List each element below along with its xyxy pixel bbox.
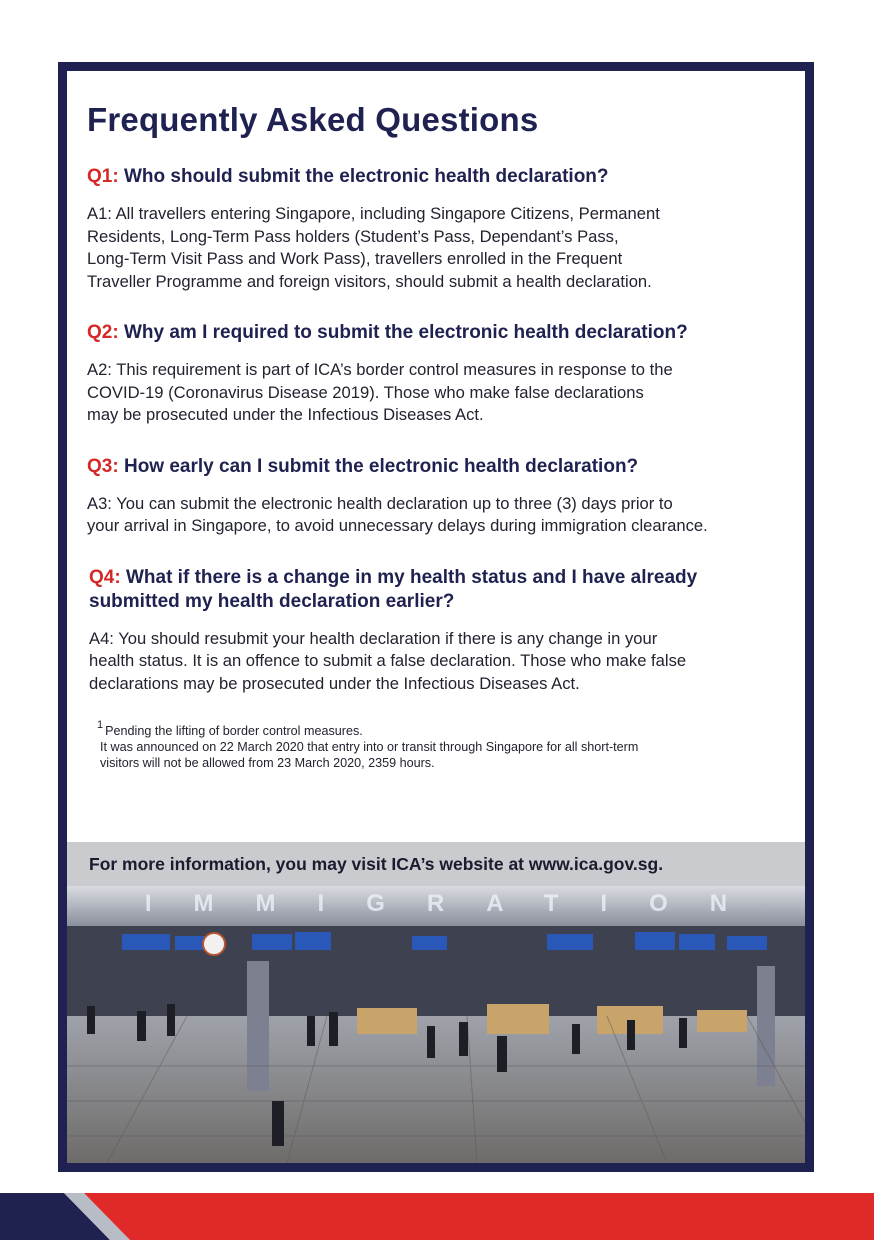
question-text: What if there is a change in my health status and I have already [125, 566, 698, 588]
faq-item-3 [87, 455, 797, 538]
question-4 [89, 566, 797, 614]
question-number: Q4: [89, 566, 121, 588]
question-1 [87, 165, 797, 189]
answer-line: Traveller Programme and foreign visitors, should submit a health declaration. [87, 271, 652, 291]
question-text: Who should submit the electronic health declaration? [123, 166, 609, 187]
answer-line: A3: You can submit the electronic health declaration up to three (3) days prior to [87, 493, 673, 513]
answer-line: Long-Term Visit Pass and Work Pass), travellers enrolled in the Frequent [87, 249, 623, 268]
question-number: Q2: [87, 322, 119, 343]
faq-content [87, 101, 797, 771]
info-bar: For more information, you may visit ICA’s website at www.ica.gov.sg. [67, 842, 805, 886]
answer-line: health status. It is an offence to submit a false declaration. Those who make false [89, 651, 687, 670]
question-3 [87, 455, 797, 479]
answer-1 [87, 203, 797, 293]
answer-line: COVID-19 (Coronavirus Disease 2019). Those who make false declarations [87, 382, 644, 402]
footnote-line: Pending the lifting of border control measures. [105, 724, 363, 739]
question-number: Q1: [87, 166, 119, 187]
answer-3 [87, 493, 797, 538]
faq-item-2 [87, 321, 797, 427]
footnote-marker: 1 [97, 719, 104, 731]
answer-line: may be prosecuted under the Infectious Diseases Act. [87, 405, 484, 424]
airport-illustration [67, 886, 805, 1163]
airport-photo [67, 886, 805, 1163]
answer-4 [89, 628, 797, 696]
question-text: Why am I required to submit the electronic health declaration? [123, 322, 688, 343]
bottom-decorative-band [0, 1193, 874, 1240]
faq-item-1 [87, 165, 797, 293]
question-text: How early can I submit the electronic health declaration? [123, 455, 639, 477]
answer-line: your arrival in Singapore, to avoid unnecessary delays during immigration clearance. [87, 516, 708, 535]
faq-frame [58, 62, 814, 1172]
answer-line: A1: All travellers entering Singapore, including Singapore Citizens, Permanent [87, 204, 660, 223]
answer-line: A4: You should resubmit your health declaration if there is any change in your [89, 628, 658, 648]
answer-line: declarations may be prosecuted under the Infectious Diseases Act. [89, 673, 580, 693]
faq-item-4 [89, 566, 797, 696]
footnote [87, 719, 797, 771]
footnote-line: It was announced on 22 March 2020 that entry into or transit through Singapore for all short-term [100, 740, 639, 755]
footnote-line: visitors will not be allowed from 23 March 2020, 2359 hours. [100, 756, 435, 771]
question-text: submitted my health declaration earlier? [89, 590, 455, 612]
question-2 [87, 321, 797, 345]
page-title: Frequently Asked Questions [87, 101, 539, 138]
band-red-segment [84, 1193, 874, 1240]
answer-2 [87, 359, 797, 427]
answer-line: A2: This requirement is part of ICA’s border control measures in response to the [87, 360, 673, 379]
answer-line: Residents, Long-Term Pass holders (Student’s Pass, Dependant’s Pass, [87, 226, 619, 246]
question-number: Q3: [87, 455, 119, 477]
immigration-sign: IMMIGRATION [144, 890, 770, 917]
